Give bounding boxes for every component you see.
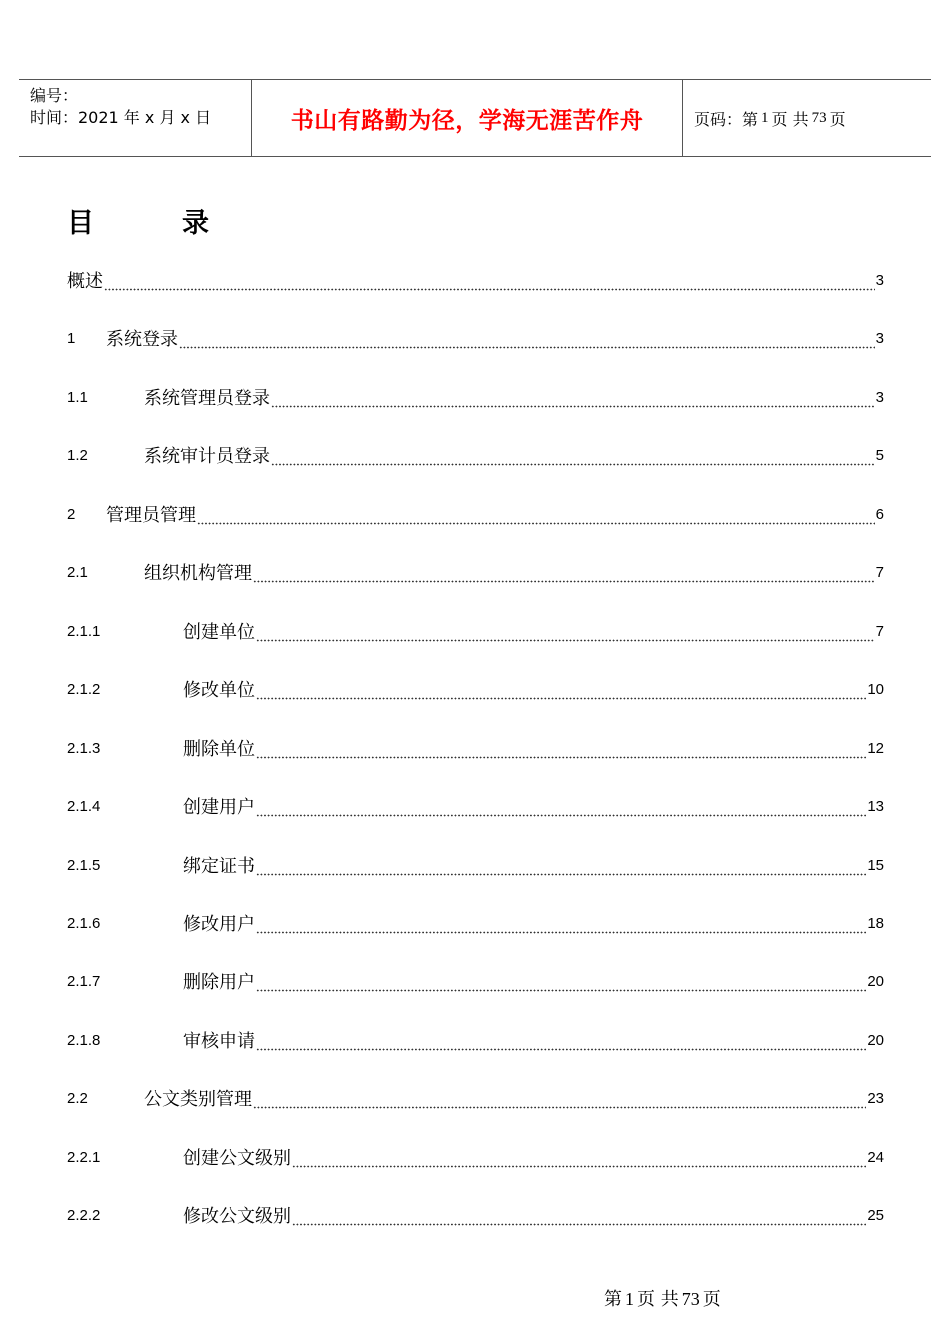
toc-entry-number: 2.1.6 <box>67 914 101 932</box>
toc-entry[interactable] <box>67 555 884 585</box>
toc-entry-title: 修改公文级别 <box>183 1206 291 1228</box>
toc-entry-page: 7 <box>875 564 884 582</box>
toc-entry-title: 创建用户 <box>183 797 255 819</box>
toc-dot-leader <box>256 797 866 819</box>
toc-entry-page: 24 <box>867 1148 884 1166</box>
toc-entry-number: 2.2.1 <box>67 1148 101 1166</box>
toc-entry-title: 修改用户 <box>183 913 255 935</box>
toc-entry[interactable] <box>67 906 884 936</box>
toc-entry-title: 修改单位 <box>183 680 255 702</box>
doc-time-label: 时间：2021 年 x 月 x 日 <box>30 108 212 127</box>
footer-total-pages: 73 <box>681 1289 700 1309</box>
toc-dot-leader <box>292 1206 866 1228</box>
toc-entry-number: 2.2 <box>67 1090 88 1108</box>
doc-number-label: 编号： <box>30 86 79 105</box>
toc-entry[interactable] <box>67 497 884 527</box>
toc-entry-title: 删除单位 <box>183 738 255 760</box>
toc-entry[interactable] <box>67 731 884 761</box>
footer-prefix: 第 <box>604 1289 622 1310</box>
header-page-suffix: 页 <box>829 109 846 129</box>
toc-dot-leader <box>292 1148 866 1170</box>
toc-entry-title: 删除用户 <box>183 972 255 994</box>
toc-entry-page: 18 <box>867 914 884 932</box>
toc-entry-page: 3 <box>875 388 884 406</box>
toc-entry-number: 2.1.4 <box>67 798 101 816</box>
toc-entry-number: 2.2.2 <box>67 1207 101 1225</box>
toc-dot-leader <box>104 271 875 293</box>
toc-entry[interactable] <box>67 1081 884 1111</box>
toc-entry-title: 创建公文级别 <box>183 1147 291 1169</box>
toc-entry-page: 12 <box>867 739 884 757</box>
header-page-prefix: 页码：第 <box>694 109 759 129</box>
toc-entry-number: 2.1.8 <box>67 1031 101 1049</box>
toc-dot-leader <box>256 680 866 702</box>
toc-entry-number: 2.1.5 <box>67 856 101 874</box>
toc-entry-title: 绑定证书 <box>183 855 255 877</box>
toc-dot-leader <box>179 329 875 351</box>
toc-entry-number: 2 <box>67 505 76 523</box>
toc-dot-leader <box>197 505 875 527</box>
header-page-mid: 页 共 <box>771 109 809 129</box>
footer-current-page: 1 <box>625 1289 634 1309</box>
toc-entry-page: 10 <box>867 681 884 699</box>
toc-entry-title: 系统审计员登录 <box>144 446 270 468</box>
toc-entry[interactable] <box>67 321 884 351</box>
toc-dot-leader <box>256 622 875 644</box>
toc-dot-leader <box>271 388 875 410</box>
toc-entry-page: 25 <box>867 1207 884 1225</box>
toc-entry-title: 系统登录 <box>106 329 178 351</box>
toc-entry-page: 23 <box>867 1090 884 1108</box>
toc-entry[interactable] <box>67 438 884 468</box>
toc-entry[interactable] <box>67 614 884 644</box>
toc-entry-page: 20 <box>867 973 884 991</box>
toc-entry[interactable] <box>67 1140 884 1170</box>
toc-dot-leader <box>256 972 866 994</box>
toc-title-char-1: 目 <box>67 208 94 239</box>
toc-entry-title: 系统管理员登录 <box>144 387 270 409</box>
toc-dot-leader <box>256 1031 866 1053</box>
header-page-number: 1 <box>761 109 769 126</box>
footer-mid: 页 共 <box>637 1289 679 1310</box>
toc-dot-leader <box>253 563 875 585</box>
header-slogan: 书山有路勤为径，学海无涯苦作舟 <box>290 107 644 134</box>
toc-entry-number: 2.1.7 <box>67 973 101 991</box>
footer-suffix: 页 <box>702 1289 721 1310</box>
toc-entry-number: 1.2 <box>67 447 88 465</box>
page-footer <box>604 1285 721 1311</box>
toc-entry-page: 3 <box>875 272 884 289</box>
toc-dot-leader <box>256 739 866 761</box>
toc-entry-number: 2.1 <box>67 564 88 582</box>
toc-dot-leader <box>256 914 866 936</box>
toc-entry-title: 创建单位 <box>183 621 255 643</box>
toc-entry-number: 2.1.2 <box>67 681 101 699</box>
toc-entry-page: 5 <box>875 447 884 465</box>
toc-dot-leader <box>253 1089 866 1111</box>
toc-entry-number: 1.1 <box>67 388 88 406</box>
toc-entry-title: 组织机构管理 <box>144 563 252 585</box>
toc-entry[interactable] <box>67 1023 884 1053</box>
toc-entry-title: 审核申请 <box>183 1030 255 1052</box>
toc-entry-page: 15 <box>867 856 884 874</box>
toc-entry[interactable] <box>67 848 884 878</box>
toc-entry[interactable] <box>67 672 884 702</box>
toc-entry-page: 3 <box>875 330 884 348</box>
toc-entry-title: 概述 <box>67 271 103 292</box>
toc-entry-title: 公文类别管理 <box>144 1089 252 1111</box>
toc-entry-title: 管理员管理 <box>106 504 196 526</box>
toc-entry-page: 20 <box>867 1031 884 1049</box>
toc-dot-leader <box>256 856 866 878</box>
toc-dot-leader <box>271 446 875 468</box>
toc-entry-page: 13 <box>867 798 884 816</box>
toc-entry[interactable] <box>67 380 884 410</box>
toc-entry-number: 2.1.1 <box>67 622 101 640</box>
toc-entry-page: 6 <box>875 505 884 523</box>
header-page-total: 73 <box>811 109 827 126</box>
toc-entry[interactable] <box>67 964 884 994</box>
toc-entry-page: 7 <box>875 622 884 640</box>
toc-entry-number: 1 <box>67 330 76 348</box>
toc-entry[interactable] <box>67 1198 884 1228</box>
toc-entry[interactable] <box>67 263 884 293</box>
toc-title-char-2: 录 <box>182 208 209 239</box>
toc-entry-number: 2.1.3 <box>67 739 101 757</box>
toc-entry[interactable] <box>67 789 884 819</box>
